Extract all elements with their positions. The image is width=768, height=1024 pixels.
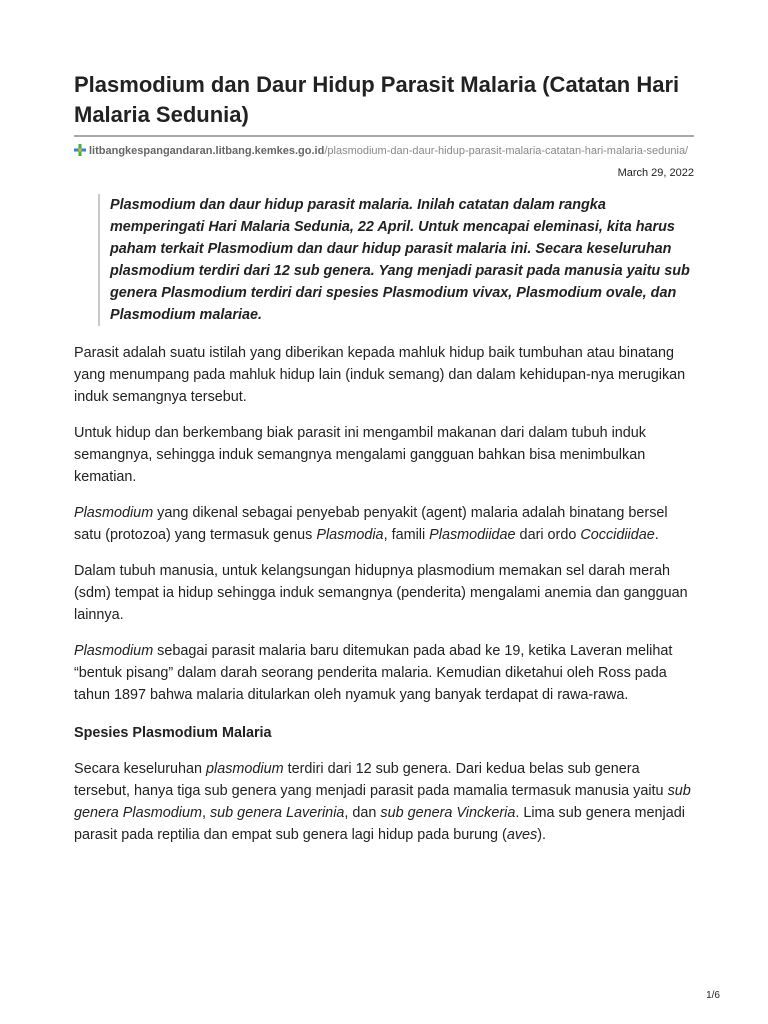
title-divider: [74, 135, 694, 137]
paragraph-2: Untuk hidup dan berkembang biak parasit ini mengambil makanan dari dalam tubuh induk semangnya, sehingga induk semangnya mengalami gangguan bahkan bisa menimbulkan kematian.: [74, 425, 646, 485]
page-number: 1/6: [706, 990, 720, 1001]
intro-quote: Plasmodium dan daur hidup parasit malaria. Inilah catatan dalam rangka memperingati Hari Malaria Sedunia, 22 April. Untuk mencapai eleminasi, kita harus paham terkait Plasmodium dan daur hidup parasit malaria ini. Secara keseluruhan plasmodium terdiri dari 12 sub genera. Yang menjadi parasit pada manusia yaitu sub genera Plasmodium terdiri dari spesies Plasmodium vivax, Plasmodium ovale, dan Plasmodium malariae.: [98, 194, 694, 326]
term-plasmodia: Plasmodia: [316, 527, 384, 543]
source-line[interactable]: [74, 143, 694, 159]
article: [74, 70, 694, 846]
publish-date: March 29, 2022: [617, 167, 694, 179]
paragraph-1: Parasit adalah suatu istilah yang diberikan kepada mahluk hidup baik tumbuhan atau binatang yang menumpang pada mahluk hidup lain (induk semang) dan dalam kehidupan-nya merugikan induk semangnya tersebut.: [74, 345, 686, 405]
section-heading: Spesies Plasmodium Malaria: [74, 725, 272, 741]
paragraph-5: Plasmodium sebagai parasit malaria baru ditemukan pada abad ke 19, ketika Laveran melihat “bentuk pisang” dalam darah seorang penderita malaria. Kemudian diketahui oleh Ross pada tahun 1897 bahwa malaria ditularkan oleh nyamuk yang banyak terdapat di rawa-rawa.: [74, 643, 673, 703]
term-coccidiidae: Coccidiidae: [580, 527, 655, 543]
term-plasmodium: Plasmodium: [74, 643, 154, 659]
kemkes-logo-icon: [74, 144, 86, 156]
paragraph-3: Plasmodium yang dikenal sebagai penyebab penyakit (agent) malaria adalah binatang bersel satu (protozoa) yang termasuk genus Plasmodia, famili Plasmodiidae dari ordo Coccidiidae.: [74, 505, 668, 543]
source-domain[interactable]: litbangkespangandaran.litbang.kemkes.go.id: [89, 145, 325, 157]
paragraph-4: Dalam tubuh manusia, untuk kelangsungan hidupnya plasmodium memakan sel darah merah (sdm) tempat ia hidup sehingga induk semangnya (penderita) mengalami anemia dan gangguan lainnya.: [74, 563, 688, 623]
paragraph-6: Secara keseluruhan plasmodium terdiri dari 12 sub genera. Dari kedua belas sub genera tersebut, hanya tiga sub genera yang menjadi parasit pada mamalia termasuk manusia yaitu sub genera Plasmodium, sub genera Laverinia, dan sub genera Vinckeria. Lima sub genera menjadi parasit pada reptilia dan empat sub genera lagi hidup pada burung (aves).: [74, 761, 691, 843]
article-title: Plasmodium dan Daur Hidup Parasit Malaria (Catatan Hari Malaria Sedunia): [74, 72, 680, 127]
source-path[interactable]: /plasmodium-dan-daur-hidup-parasit-malaria-catatan-hari-malaria-sedunia/: [324, 145, 689, 157]
term-plasmodiidae: Plasmodiidae: [429, 527, 516, 543]
term-plasmodium: Plasmodium: [74, 505, 154, 521]
